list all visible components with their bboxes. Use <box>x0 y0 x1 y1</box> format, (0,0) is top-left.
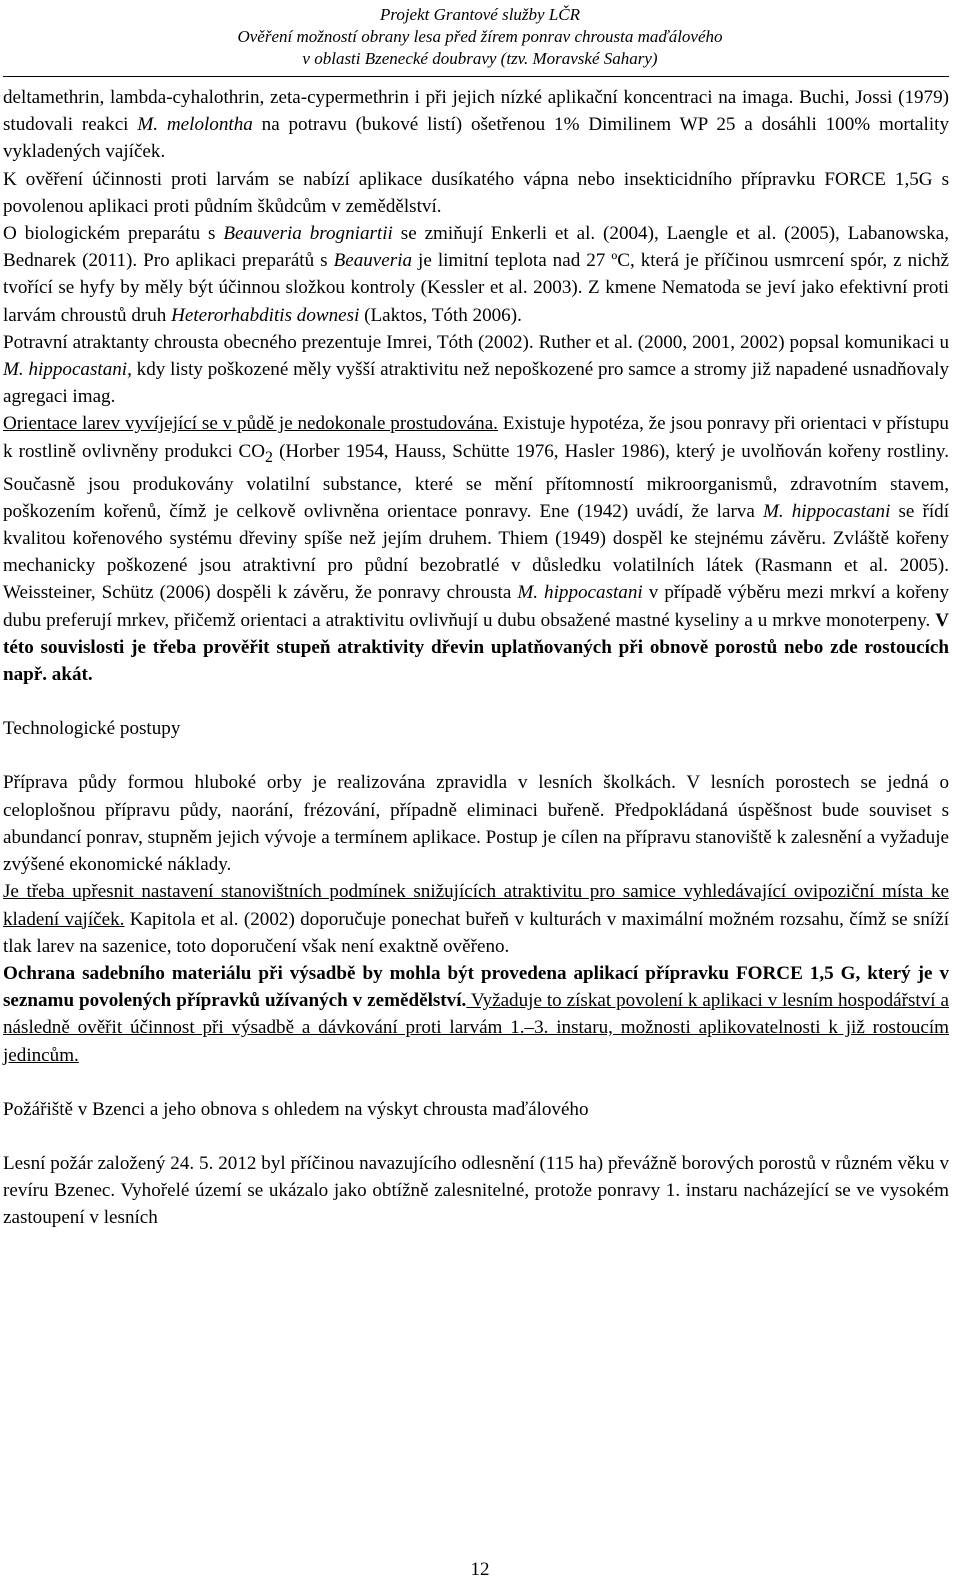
species-name: Beauveria brogniartii <box>223 223 393 245</box>
paragraph-site-conditions <box>3 878 949 960</box>
spacer <box>3 742 949 769</box>
header-line-3: v oblasti Bzenecké doubravy (tzv. Moravské Sahary) <box>302 49 658 68</box>
paragraph-insecticides <box>3 84 949 166</box>
text-run: se zmiňují Enkerli et al. (2004), Laengle et al. (2005), Labanowska, Bednarek (2011). Pro aplikaci preparátů s <box>3 223 949 272</box>
paragraph-soil-preparation <box>3 769 949 878</box>
paragraph-attractants <box>3 329 949 411</box>
text-run: kdy listy poškozené měly vyšší atraktivitu než nepoškozené pro samce a stromy již napadené usnadňovaly agregaci imag. <box>3 359 949 408</box>
paragraph-forest-fire <box>3 1150 949 1232</box>
species-name: M. hippocastani <box>762 500 891 522</box>
underlined-text: Orientace larev vyvíjející se v půdě je nedokonale prostudována. <box>3 413 498 435</box>
text-run: Existuje hypotéza, že jsou ponravy při orientaci v přístupu k rostlině ovlivněny produkci CO <box>3 413 949 462</box>
text-run: K ověření účinnosti proti larvám se nabízí aplikace dusíkatého vápna nebo insekticidního přípravku FORCE 1,5G s povolenou aplikaci proti půdním škůdcům v zemědělství. <box>3 168 949 217</box>
paragraph-planting-protection <box>3 960 949 1069</box>
spacer <box>3 1123 949 1150</box>
paragraph-larvae-treatment <box>3 166 949 220</box>
page-number: 12 <box>470 1559 490 1580</box>
species-name: Beauveria <box>333 250 413 272</box>
underlined-text: Je třeba upřesnit nastavení stanovištních podmínek snižujících atraktivitu pro samice vyhledávající ovipoziční místa ke kladení vajíček. <box>3 881 949 930</box>
header-divider <box>3 76 949 77</box>
text-run: se řídí kvalitou kořenového systému dřeviny spíše než jejím druhem. Thiem (1949) dospěl ke stejnému závěru. Zvláště kořeny mechanicky poškozené jsou atraktivní pro půdní bezobratlé v důsledku volatilních látek (Rasmann et al. 2005). Weissteiner, Schütz (2006) dospěli k závěru, že ponravy chrousta <box>3 500 950 604</box>
bold-text: V této souvislosti je třeba prověřit stupeň atraktivity dřevin uplatňovaných při obnově porostů nebo zde rostoucích např. akát. <box>3 609 949 686</box>
text-run: Kapitola et al. (2002) doporučuje ponechat buřeň v kulturách v maximální možném rozsahu, čímž se sníží tlak larev na sazenice, toto doporučení však není exaktně ověřeno. <box>3 908 950 957</box>
text-run: deltamethrin, lambda-cyhalothrin, zeta-cypermethrin i při jejich nízké aplikační koncentraci na imaga. Buchi, Jossi (1979) studovali reakci <box>3 87 949 136</box>
paragraph-beauveria <box>3 220 949 329</box>
spacer <box>3 688 949 715</box>
text-run: Lesní požár založený 24. 5. 2012 byl příčinou navazujícího odlesnění (115 ha) převážně borových porostů v různém věku v revíru Bzenec. Vyhořelé území se ukázalo jako obtížně zalesnitelné, protože ponravy 1. instaru nacházející se ve vysokém zastoupení v lesních <box>3 1152 949 1229</box>
spacer <box>3 1069 949 1096</box>
section-heading-technological-procedures: Technologické postupy <box>3 718 181 740</box>
header-line-2: Ověření možností obrany lesa před žírem ponrav chrousta maďálového <box>237 27 723 46</box>
text-run: (Horber 1954, Hauss, Schütte 1976, Hasler 1986), který je uvolňován kořeny rostliny. Současně jsou produkovány volatilní substance, které se mění přítomností mikroorganismů, zdravotním stavem, poškozením kořenů, čímž je celkově ovlivněna orientace ponravy. Ene (1942) uvádí, že larva <box>3 440 949 522</box>
species-name: Heterorhabditis downesi <box>171 304 360 326</box>
text-run: na potravu (bukové listí) ošetřenou 1% Dimilinem WP 25 a dosáhli 100% mortality vykladených vajíček. <box>3 114 949 163</box>
header-line-1: Projekt Grantové služby LČR <box>379 5 581 24</box>
text-run: (Laktos, Tóth 2006). <box>359 304 522 326</box>
section-heading-bzenec-fire: Požářiště v Bzenci a jeho obnova s ohledem na výskyt chrousta maďálového <box>3 1098 589 1120</box>
subscript: 2 <box>265 448 273 466</box>
underlined-text: Vyžaduje to získat povolení k aplikaci v lesním hospodářství a následně ověřit účinnost při výsadbě a dávkování proti larvám 1.–3. instaru, možnosti aplikovatelnosti k již rostoucím jedincům. <box>3 990 949 1066</box>
species-name: M. hippocastani, <box>3 359 132 381</box>
paragraph-larval-orientation <box>3 410 949 688</box>
page-body <box>3 84 949 1232</box>
page-header <box>0 4 960 70</box>
text-run: Potravní atraktanty chrousta obecného prezentuje Imrei, Tóth (2002). Ruther et al. (2000, 2001, 2002) popsal komunikaci u <box>3 331 949 353</box>
text-run: je limitní teplota nad 27 ºC, která je příčinou usmrcení spór, z nichž tvořící se hyfy by měly být účinnou složkou kontroly (Kessler et al. 2003). Z kmene Nematoda se jeví jako efektivní proti larvám chroustů druh <box>3 250 949 326</box>
bold-text: Ochrana sadebního materiálu při výsadbě by mohla být provedena aplikací přípravku FORCE 1,5 G, který je v seznamu povolených přípravků užívaných v zemědělství. <box>3 962 949 1012</box>
text-run: v případě výběru mezi mrkví a kořeny dubu preferují mrkev, přičemž orientaci a atraktivitu ovlivňují u dubu obsažené mastné kyseliny a u mrkve monoterpeny. <box>3 582 949 631</box>
text-run: Příprava půdy formou hluboké orby je realizována zpravidla v lesních školkách. V lesních porostech se jedná o celoplošnou přípravu půdy, naorání, frézování, případně eliminaci buřeně. Předpokládaná úspěšnost bude souviset s abundancí ponrav, stupněm jejich vývoje a termínem aplikace. Postup je cílen na přípravu stanoviště k zalesnění a vyžaduje zvýšené ekonomické náklady. <box>3 772 949 876</box>
text-run: O biologickém preparátu s <box>3 223 224 245</box>
species-name: M. hippocastani <box>517 582 643 604</box>
species-name: M. melolontha <box>137 114 253 136</box>
